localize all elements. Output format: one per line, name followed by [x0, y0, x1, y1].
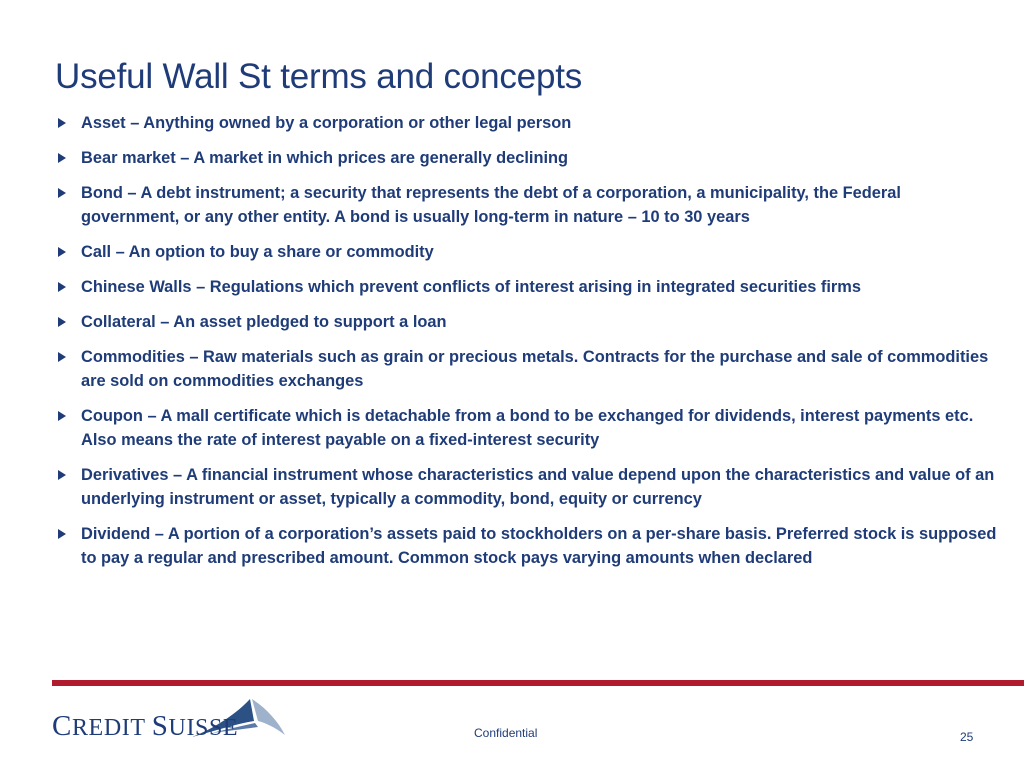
- confidential-label: Confidential: [474, 726, 538, 740]
- triangle-bullet-icon: [58, 529, 66, 539]
- bullet-text: Coupon – A mall certificate which is detachable from a bond to be exchanged for dividends, interest payments etc. Also means the rate of interest payable on a fixed-interest security: [81, 407, 974, 449]
- logo-wordmark: CREDIT SUISSE: [52, 710, 239, 742]
- bullet-text: Asset – Anything owned by a corporation or other legal person: [81, 114, 572, 132]
- triangle-bullet-icon: [58, 188, 66, 198]
- bullet-item-call: [56, 240, 1001, 264]
- bullet-text: Collateral – An asset pledged to support a loan: [81, 313, 447, 331]
- triangle-bullet-icon: [58, 470, 66, 480]
- bullet-text: Call – An option to buy a share or commodity: [81, 243, 434, 261]
- bullet-item-derivatives: [56, 463, 1001, 511]
- page-number: 25: [960, 730, 974, 744]
- bullet-text: Bear market – A market in which prices are generally declining: [81, 149, 569, 167]
- triangle-bullet-icon: [58, 411, 66, 421]
- bullet-text: Commodities – Raw materials such as grain or precious metals. Contracts for the purchase and sale of commodities are sold on commodities exchanges: [81, 348, 989, 390]
- bullet-item-coupon: [56, 404, 1001, 452]
- bullet-item-bear-market: [56, 146, 1001, 170]
- footer-divider: [52, 680, 1024, 686]
- triangle-bullet-icon: [58, 317, 66, 327]
- bullet-text: Dividend – A portion of a corporation’s assets paid to stockholders on a per-share basis. Preferred stock is supposed to pay a regular and prescribed amount. Common stock pays varying amounts when declared: [81, 525, 997, 567]
- bullet-item-asset: [56, 111, 1001, 135]
- bullet-text: Bond – A debt instrument; a security that represents the debt of a corporation, a municipality, the Federal government, or any other entity. A bond is usually long-term in nature – 10 to 30 years: [81, 184, 901, 226]
- bullet-item-bond: [56, 181, 1001, 229]
- triangle-bullet-icon: [58, 247, 66, 257]
- bullet-item-commodities: [56, 345, 1001, 393]
- triangle-bullet-icon: [58, 282, 66, 292]
- triangle-bullet-icon: [58, 118, 66, 128]
- credit-suisse-logo: [52, 697, 242, 747]
- triangle-bullet-icon: [58, 153, 66, 163]
- bullet-item-dividend: [56, 522, 1001, 570]
- slide-title: Useful Wall St terms and concepts: [55, 57, 583, 97]
- bullet-text: Chinese Walls – Regulations which prevent conflicts of interest arising in integrated securities firms: [81, 278, 861, 296]
- bullet-item-collateral: [56, 310, 1001, 334]
- bullet-item-chinese-walls: [56, 275, 1001, 299]
- bullet-list: [56, 111, 1001, 570]
- bullet-text: Derivatives – A financial instrument whose characteristics and value depend upon the characteristics and value of an underlying instrument or asset, typically a commodity, bond, equity or currency: [81, 466, 995, 508]
- triangle-bullet-icon: [58, 352, 66, 362]
